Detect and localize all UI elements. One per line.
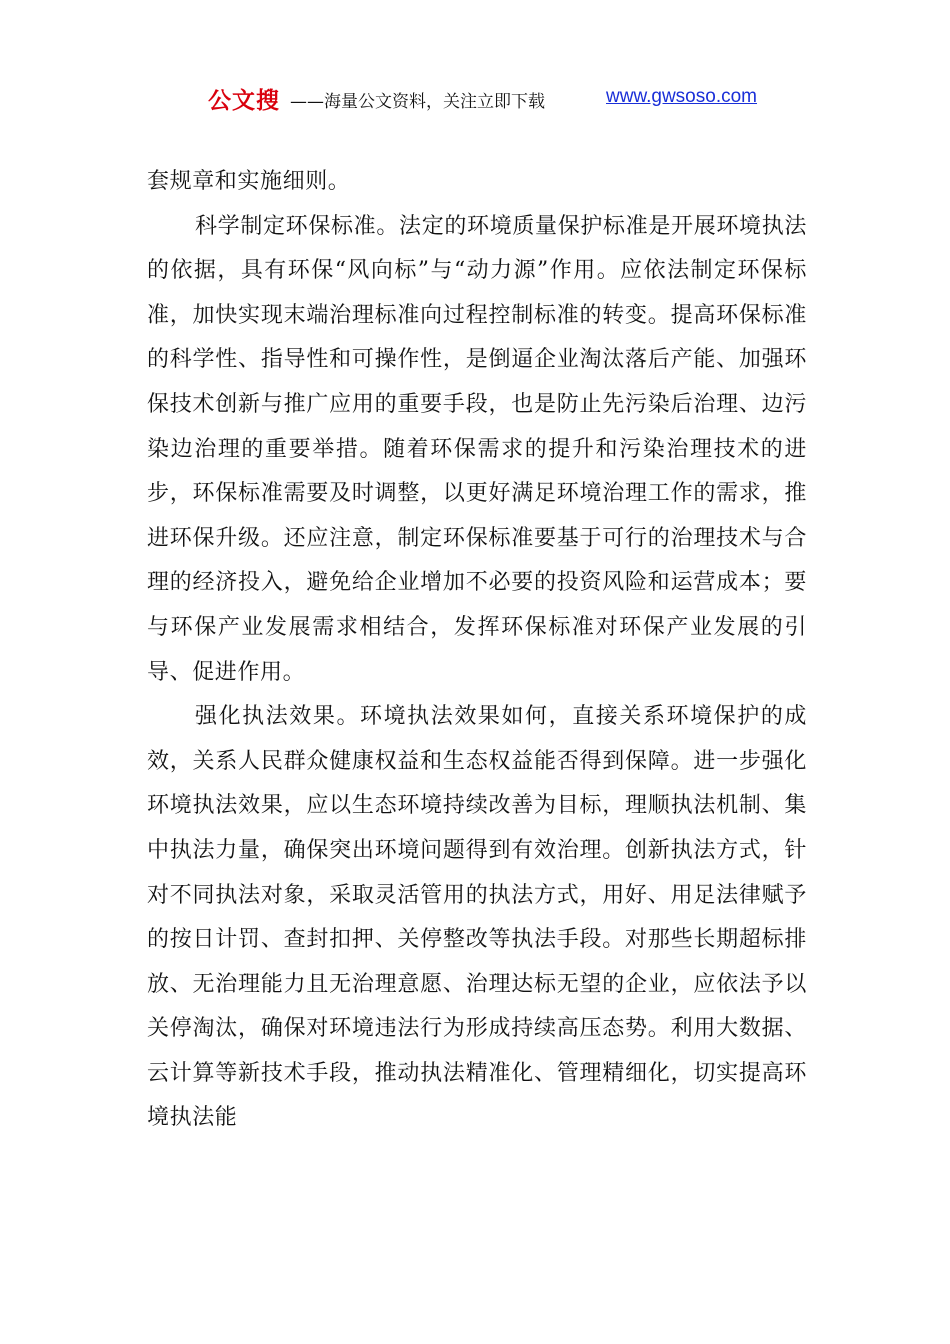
paragraph-lead: 科学制定环保标准。: [195, 213, 400, 239]
paragraph-standards: [147, 205, 807, 696]
paragraph-enforcement: [147, 695, 807, 1141]
page-header: [0, 80, 950, 116]
paragraph-text: 法定的环境质量保护标准是开展环境执法的依据，具有环保“风向标”与“动力源”作用。应依法制定环保标准，加快实现末端治理标准向过程控制标准的转变。提高环保标准的科学性、指导性和可操作性，是倒逼企业淘汰落后产能、加强环保技术创新与推广应用的重要手段，也是防止先污染后治理、边污染边治理的重要举措。随着环保需求的提升和污染治理技术的进步，环保标准需要及时调整，以更好满足环境治理工作的需求，推进环保升级。还应注意，制定环保标准要基于可行的治理技术与合理的经济投入，避免给企业增加不必要的投资风险和运营成本；要与环保产业发展需求相结合，发挥环保标准对环保产业发展的引导、促进作用。: [147, 213, 807, 685]
document-body: [147, 160, 807, 1141]
paragraph-lead: 强化执法效果。: [195, 704, 361, 730]
paragraph-continuation: 套规章和实施细则。: [147, 169, 351, 194]
site-link[interactable]: www.gwsoso.com: [606, 86, 757, 107]
brand-logo: 公文搜: [208, 88, 280, 114]
paragraph-text: 环境执法效果如何，直接关系环境保护的成效，关系人民群众健康权益和生态权益能否得到保障。进一步强化环境执法效果，应以生态环境持续改善为目标，理顺执法机制、集中执法力量，确保突出环境问题得到有效治理。创新执法方式，针对不同执法对象，采取灵活管用的执法方式，用好、用足法律赋予的按日计罚、查封扣押、关停整改等执法手段。对那些长期超标排放、无治理能力且无治理意愿、治理达标无望的企业，应依法予以关停淘汰，确保对环境违法行为形成持续高压态势。利用大数据、云计算等新技术手段，推动执法精准化、管理精细化，切实提高环境执法能: [147, 704, 807, 1131]
header-slogan: ——海量公文资料，关注立即下载: [290, 92, 545, 112]
